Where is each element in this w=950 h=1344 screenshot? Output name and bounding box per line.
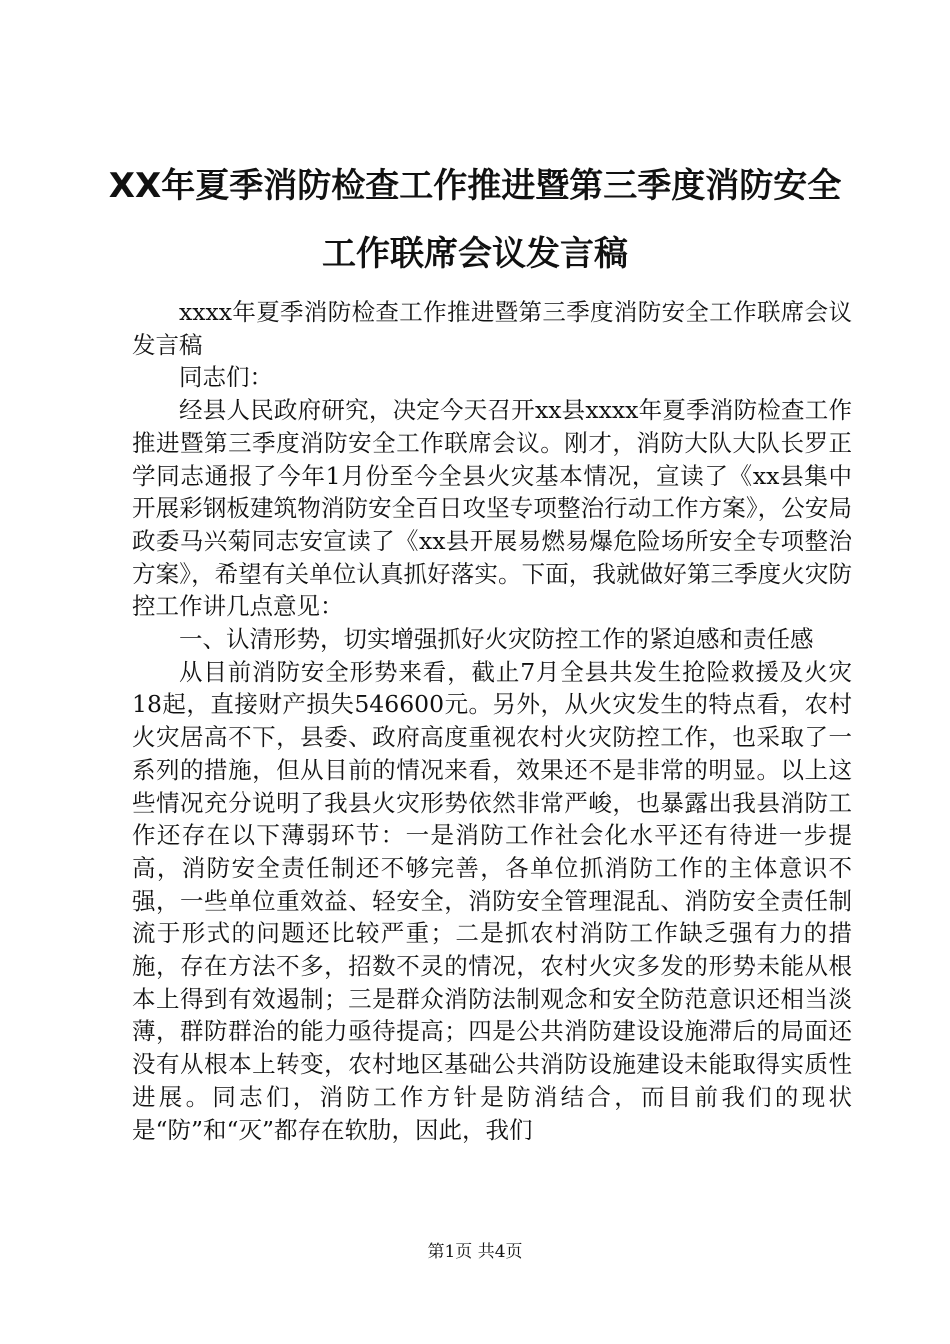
body-paragraph-section-heading: 一、认清形势，切实增强抓好火灾防控工作的紧迫感和责任感 [179, 625, 814, 654]
body-paragraph-subtitle: xxxx年夏季消防检查工作推进暨第三季度消防安全工作联席会议发言稿 [132, 298, 852, 359]
body-paragraph-intro: 经县人民政府研究，决定今天召开xx县xxxx年夏季消防检查工作推进暨第三季度消防安全工作联席会议。刚才，消防大队大队长罗正学同志通报了今年1月份至今全县火灾基本情况，宣读了《xx县集中开展彩钢板建筑物消防安全百日攻坚专项整治行动工作方案》，公安局政委马兴菊同志安宣读了《xx县开展易燃易爆危险场所安全专项整治方案》，希望有关单位认真抓好落实。下面，我就做好第三季度火灾防控工作讲几点意见： [132, 396, 852, 621]
document-title: XX年夏季消防检查工作推进暨第三季度消防安全工作联席会议发言稿 [108, 166, 842, 274]
page-footer: 第1页 共4页 [427, 1242, 523, 1262]
body-paragraph-salutation: 同志们： [179, 363, 273, 392]
body-paragraph-situation: 从目前消防安全形势来看，截止7月全县共发生抢险救援及火灾18起，直接财产损失546600元。另外，从火灾发生的特点看，农村火灾居高不下，县委、政府高度重视农村火灾防控工作，也采取了一系列的措施，但从目前的情况来看，效果还不是非常的明显。以上这些情况充分说明了我县火灾形势依然非常严峻，也暴露出我县消防工作还存在以下薄弱环节：一是消防工作社会化水平还有待进一步提高，消防安全责任制还不够完善，各单位抓消防工作的主体意识不强，一些单位重效益、轻安全，消防安全管理混乱、消防安全责任制流于形式的问题还比较严重；二是抓农村消防工作缺乏强有力的措施，存在方法不多，招数不灵的情况，农村火灾多发的形势未能从根本上得到有效遏制；三是群众消防法制观念和安全防范意识还相当淡薄，群防群治的能力亟待提高；四是公共消防建设设施滞后的局面还没有从根本上转变，农村地区基础公共消防设施建设未能取得实质性进展。同志们，消防工作方针是防消结合，而目前我们的现状是“防”和“灭”都存在软肋，因此，我们 [132, 657, 852, 1144]
document-body [132, 296, 852, 1146]
